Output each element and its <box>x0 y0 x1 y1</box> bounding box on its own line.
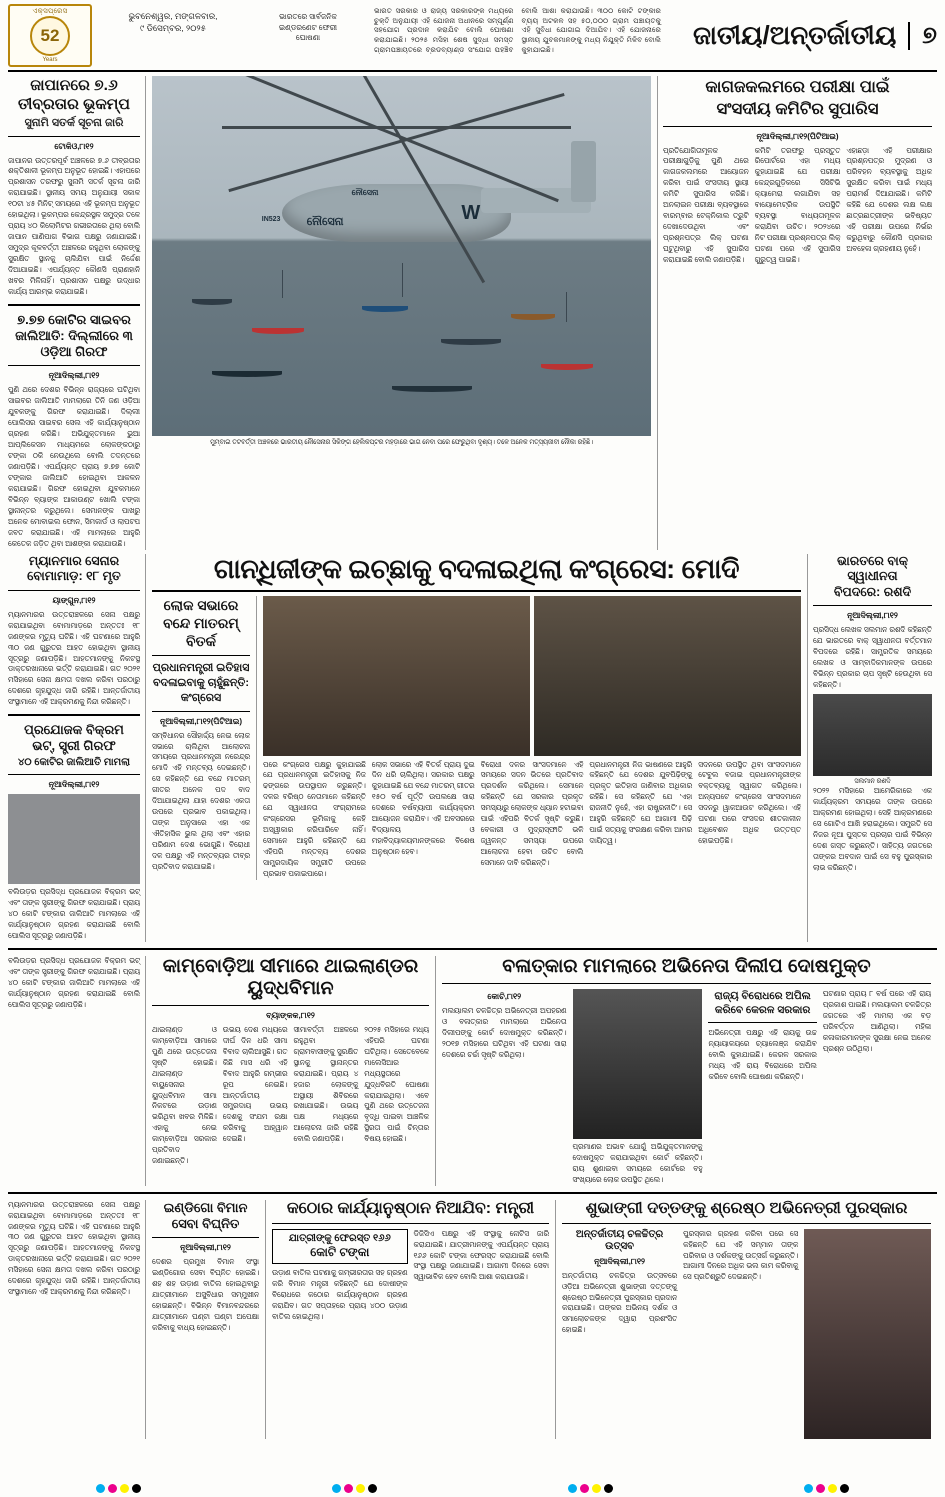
boat <box>212 371 282 377</box>
story2-body: ପୁଣି ଥରେ ଦେଶର ବିଭିନ୍ନ ରାଜ୍ୟରେ ଘଟିଥିବା ସାଇବର ଜାଲିଆତି ମାମଲାରେ ତିନି ଜଣ ଓଡ଼ିଆ ଯୁବକଙ୍କୁ ଗିରଫ କରାଯାଇଛି। ଦିଲ୍ଲୀ ପୋଲିସର ସାଇବର ସେଲ ଏହି କାର୍ଯ୍ୟାନୁଷ୍ଠାନ ଗ୍ରହଣ କରିଛି। ଅଭିଯୁକ୍ତମାନେ ଭୁଆ ଆପ୍ଲିକେସନ ମାଧ୍ୟମରେ ଲୋକଙ୍କଠାରୁ ଟଙ୍କା ଠକି ନେଉଥିଲେ ବୋଲି ତଦନ୍ତରେ ଜଣାପଡ଼ିଛି। ଏପର୍ଯ୍ୟନ୍ତ ପ୍ରାୟ ୭.୭୭ କୋଟି ଟଙ୍କାର ଜାଲିଆତି ହୋଇଥିବା ଆକଳନ କରାଯାଇଛି। ଗିରଫ ହୋଇଥିବା ଯୁବକମାନେ ବିଭିନ୍ନ ବ୍ୟାଙ୍କ ଆକାଉଣ୍ଟ ଖୋଲି ଟଙ୍କା ସ୍ଥାନାନ୍ତର କରୁଥିଲେ। ସେମାନଙ୍କ ପାଖରୁ ଅନେକ ମୋବାଇଲ ଫୋନ, ସିମକାର୍ଡ ଓ ଲାପଟପ ଜବତ କରାଯାଇଛି। ଏହି ମାମଲାରେ ଆହୁରି କେତେକ ଜଡ଼ିତ ଥିବା ଆଶଙ୍କା କରାଯାଉଛି। <box>8 385 140 548</box>
boat-mast <box>282 270 283 298</box>
story3-dateline: ୟାଙ୍ଗୁନ,୮ା୧୨ <box>52 595 96 605</box>
top-right-col-1: ପ୍ରତିଯୋଗିତାମୂଳକ ପରୀକ୍ଷାଗୁଡ଼ିକୁ ପୁଣି ଥରେ କାଗଜକଲମରେ ଆୟୋଜନ କରିବା ପାଇଁ ସଂସଦୀୟ ସ୍ଥାୟୀ କମିଟି ସୁପାରିସ କରିଛି। ଅନଲାଇନ ପରୀକ୍ଷା ବ୍ୟବସ୍ଥାରେ ବାରମ୍ବାର ଟେକ୍ନିକାଲ ତ୍ରୁଟି ଦେଖାଦେଉଥିବା ଏବଂ ପ୍ରଶ୍ନପତ୍ର ଲିକ୍ ଘଟଣା ଘଟୁଥିବାରୁ ଏହି ସୁପାରିସ କରାଯାଇଛି ବୋଲି ଜଣାପଡ଼ିଛି। <box>663 145 749 264</box>
story3-headline-line2: ବୋମାମାଡ଼: ୧୮ ମୃତ <box>27 569 121 584</box>
boat <box>192 299 232 305</box>
story4-dateline: ନୂଆଦିଲ୍ଲୀ,୮ା୧୨ <box>48 780 100 790</box>
cb-group-3 <box>568 1484 613 1493</box>
top-right-columns <box>663 146 932 266</box>
modi-sidebar <box>152 596 257 880</box>
story2-dateline: ନୂଆଦିଲ୍ଲୀ,୮ା୧୨ <box>48 371 100 381</box>
main-photo-block <box>146 76 657 550</box>
boat <box>252 328 304 334</box>
refund-box-line2: କୋଟି ଟଙ୍କା <box>310 1245 370 1260</box>
modi-story <box>146 554 807 942</box>
boat <box>511 314 555 320</box>
indigo-headline-line1: ଇଣ୍ଡିଗୋ ବିମାନ <box>163 1199 248 1215</box>
top-right-col-3: ଏହାଛଡ଼ା ଏହି ପରୀକ୍ଷାର ପ୍ରଶ୍ନପତ୍ର ମୁଦ୍ରଣ ଓ ପରିବହନ ବ୍ୟବସ୍ଥାକୁ ଅଧିକ ସୁରକ୍ଷିତ କରିବା ପାଇଁ ମଧ୍ୟ ପରାମର୍ଶ ଦିଆଯାଇଛି। କମିଟି କହିଛି ଯେ ଦେଶର ଲକ୍ଷ ଲକ୍ଷ ଛାତ୍ରଛାତ୍ରୀଙ୍କ ଭବିଷ୍ୟତ ଏହି ପରୀକ୍ଷା ଉପରେ ନିର୍ଭର କରୁଥିବାରୁ କୌଣସି ପ୍ରକାର ଅବହେଳା ଗ୍ରହଣୀୟ ନୁହେଁ। <box>846 145 933 253</box>
boat-mast <box>566 292 567 322</box>
cb-group-4 <box>804 1484 849 1493</box>
minister-box-col <box>272 1229 408 1323</box>
notice-line-1: ଭାରତରେ ସାର୍ବଜନିକ <box>279 12 337 21</box>
left-column-jump-text: ବଲିଉଡ଼ର ପ୍ରସିଦ୍ଧ ପ୍ରଯୋଜକ ବିକ୍ରମ ଭଟ୍ ଏବଂ ତାଙ୍କ ସ୍ତ୍ରୀଙ୍କୁ ଗିରଫ କରାଯାଇଛି। ପ୍ରାୟ ୪୦ କୋଟି ଟଙ୍କାର ଜାଲିଆତି ମାମଲାରେ ଏହି କାର୍ଯ୍ୟାନୁଷ୍ଠାନ ଗ୍ରହଣ କରାଯାଇଛି ବୋଲି ପୋଲିସ ସୂତ୍ରରୁ ଜଣାପଡ଼ିଛି। <box>8 955 140 1009</box>
top-right-headline-line2: ସଂସଦୀୟ କମିଟିର ସୁପାରିସ <box>716 100 879 119</box>
refund-box <box>272 1229 408 1265</box>
dileep-side-headline: ରାଜ୍ୟ ବିରୋଧରେ ଅପିଲ କରିବେ କେରଳ ସରକାର <box>714 989 811 1017</box>
subhangi-columns <box>562 1229 931 1439</box>
main-photo-caption: ମୁମ୍ବାଇ ତଟବର୍ତ୍ତୀ ଅଞ୍ଚଳରେ ଭାରତୀୟ ନୌସେନାର ସିକିଙ୍ଗ ହେଲିକପ୍ଟର ମହଡ଼ାରେ ଭାଗ ନେବା ପରେ ଫେରୁଥିବା ଦୃଶ୍ୟ। ତଳେ ଅନେକ ମତ୍ସ୍ୟଜୀବୀ ନୌକା ରହିଛି। <box>210 439 593 446</box>
parliament-photos <box>263 596 801 756</box>
dileep-col-2: ପ୍ରମାଣର ଅଭାବ ଯୋଗୁଁ ଅଭିଯୁକ୍ତମାନଙ୍କୁ ଦୋଷମୁକ୍ତ କରାଯାଇଥିବା କୋର୍ଟ କହିଛନ୍ତି। ରାୟ ଶୁଣାଇବା ସମୟରେ କୋର୍ଟରେ ବହୁ ସଂଖ୍ୟାରେ ଲୋକ ଉପସ୍ଥିତ ଥିଲେ। <box>572 1141 703 1184</box>
notice-title <box>248 4 368 67</box>
modi-parliament-photo <box>263 596 530 756</box>
modi-side-headline <box>152 596 250 651</box>
minister-story <box>266 1200 556 1439</box>
top-zone <box>8 76 937 550</box>
story3-headline <box>8 554 140 585</box>
top-right-col-2: କମିଟି ତରଫରୁ ପ୍ରସ୍ତୁତ ରିପୋର୍ଟରେ ଏହା ମଧ୍ୟ କୁହାଯାଇଛି ଯେ ପରୀକ୍ଷା କେନ୍ଦ୍ରଗୁଡ଼ିକରେ ସିସିଟିଭି କ୍ୟାମେରା ଲଗାଯିବା ସହ ବାୟୋମେଟ୍ରିକ ଉପସ୍ଥିତି ବ୍ୟବସ୍ଥା ବାଧ୍ୟତାମୂଳକ କରାଯିବା ଉଚିତ। ୨୦୨୪ରେ ନିଟ ପରୀକ୍ଷା ପ୍ରଶ୍ନପତ୍ର ଲିକ୍ ଘଟଣା ପରେ ଏହି ସୁପାରିସ ଗୁରୁତ୍ୱ ପାଇଛି। <box>754 145 841 264</box>
helicopter-text-top: ନୌସେନା <box>351 187 379 197</box>
subhangi-col-1: ଅନ୍ତର୍ଜାତୀୟ ଚଳଚ୍ଚିତ୍ର ଉତ୍ସବରେ ଓଡ଼ିଆ ଅଭିନେତ୍ରୀ ଶୁଭାଙ୍ଗୀ ଦତ୍ତଙ୍କୁ ଶ୍ରେଷ୍ଠ ଅଭିନେତ୍ରୀ ପୁରସ୍କାର ପ୍ରଦାନ କରାଯାଇଛି। ତାଙ୍କର ଅଭିନୟ ଦର୍ଶକ ଓ ସମାଲୋଚକଙ୍କ ଦ୍ୱାରା ପ୍ରଶଂସିତ ହୋଇଛି। <box>562 1270 678 1335</box>
page-number: ୭ <box>908 22 937 50</box>
cambodia-col-4: ୨୦୨୫ ମସିହାରେ ମଧ୍ୟ ଏହିପରି ଘଟଣା ଘଟିଥିଲା। ସେତେବେଳେ ମାଲେସିଆର ମଧ୍ୟସ୍ଥତାରେ ଯୁଦ୍ଧବିରତି ଘୋଷଣା କରାଯାଇଥିଲା। ଏବେ ପୁଣି ଥରେ ଉତ୍ତେଜନା ବୃଦ୍ଧି ପାଇବା ଆଞ୍ଚଳିକ ସ୍ଥିରତା ପାଇଁ ଚିନ୍ତାର ବିଷୟ ହୋଇଛି। <box>364 1024 429 1144</box>
dileep-col-4: ଘଟଣାର ପ୍ରାୟ ୮ ବର୍ଷ ପରେ ଏହି ରାୟ ପ୍ରକାଶ ପାଇଛି। ମଲୟାଲମ ଚଳଚ୍ଚିତ୍ର ଜଗତରେ ଏହି ମାମଲା ଏକ ବଡ଼ ପରିବର୍ତ୍ତନ ଆଣିଥିଲା। ମହିଳା କଳାକାରମାନଙ୍କ ସୁରକ୍ଷା ନେଇ ଅନେକ ପ୍ରଶ୍ନ ଉଠିଥିଲା। <box>822 988 932 1053</box>
subhangi-photo-wrap <box>804 1229 931 1439</box>
rushdie-body-2: ୨୦୨୨ ମସିହାରେ ଆମେରିକାରେ ଏକ କାର୍ଯ୍ୟକ୍ରମ ସମୟରେ ତାଙ୍କ ଉପରେ ଆକ୍ରମଣ ହୋଇଥିଲା। ସେହି ଆକ୍ରମଣରେ ସେ ଗୋଟିଏ ଆଖି ହରାଇଥିଲେ। ସମ୍ପ୍ରତି ସେ ନିଜର ନୂଆ ପୁସ୍ତକ ପ୍ରଚାର ପାଇଁ ବିଭିନ୍ନ ଦେଶ ଗସ୍ତ କରୁଛନ୍ତି। ସାହିତ୍ୟ ଜଗତରେ ତାଙ୍କର ଅବଦାନ ପାଇଁ ସେ ବହୁ ପୁରସ୍କାର ଲାଭ କରିଛନ୍ତି। <box>813 786 932 872</box>
story2-headline-line1: ୭.୭୭ କୋଟିର ସାଇବର <box>17 311 131 327</box>
story1-dateline: ଟୋକିଓ,୮ା୧୨ <box>54 141 94 151</box>
dileep-columns <box>442 989 931 1186</box>
indigo-body: ଦେଶର ପ୍ରମୁଖ ବିମାନ ସଂସ୍ଥା ଇଣ୍ଡିଗୋର ସେବା ବିଘ୍ନିତ ହୋଇଛି। ଶହ ଶହ ଉଡ଼ାଣ ବାତିଲ ହୋଇଥିବାରୁ ଯାତ୍ରୀମାନେ ଅସୁବିଧାର ସମ୍ମୁଖୀନ ହୋଇଛନ୍ତି। ବିଭିନ୍ନ ବିମାନବନ୍ଦରରେ ଯାତ୍ରୀମାନେ ଘଣ୍ଟା ଘଣ୍ଟା ଅପେକ୍ଷା କରିବାକୁ ବାଧ୍ୟ ହୋଇଛନ୍ତି। <box>152 1257 259 1332</box>
modi-photos-row <box>152 596 801 880</box>
rushdie-block <box>807 554 937 942</box>
bottom-left-jump: ମ୍ୟାନମାରର ଉତ୍ତରାଞ୍ଚଳରେ ସେନା ପକ୍ଷରୁ କରାଯାଇଥିବା ବୋମାମାଡ଼ରେ ଅନ୍ତତଃ ୧୮ ଜଣଙ୍କର ମୃତ୍ୟୁ ଘଟିଛି। ଏହି ଘଟଣାରେ ଆହୁରି ୩୦ ଜଣ ଗୁରୁତର ଆହତ ହୋଇଥିବା ସ୍ଥାନୀୟ ସୂତ୍ରରୁ ଜଣାପଡ଼ିଛି। ଆହତମାନଙ୍କୁ ନିକଟସ୍ଥ ଡାକ୍ତରଖାନାରେ ଭର୍ତ୍ତି କରାଯାଇଛି। ଗତ ୨୦୨୧ ମସିହାରେ ସେନା କ୍ଷମତା ଦଖଲ କରିବା ପରଠାରୁ ଦେଶରେ ଗୃହଯୁଦ୍ଧ ଜାରି ରହିଛି। ଆନ୍ତର୍ଜାତୀୟ ସଂସ୍ଥାମାନେ ଏହି ଆକ୍ରମଣକୁ ନିନ୍ଦା କରିଛନ୍ତି। <box>8 1199 140 1297</box>
modi-side-line1: ଲୋକ ସଭାରେ <box>163 596 239 613</box>
rushdie-dateline: ନୂଆଦିଲ୍ଲୀ,୮ା୧୨ <box>847 611 898 621</box>
left-column-mid <box>8 554 146 942</box>
subhangi-text-col <box>562 1229 677 1439</box>
masthead-blurb: ଭାରତ ସରକାର ଓ ରାଜ୍ୟ ସରକାରଙ୍କ ମଧ୍ୟରେ ଚୁକ୍ତି ଅନୁଯାୟୀ ଏହି ଯୋଜନା ଅଧୀନରେ ସମ୍ପୂର୍ଣ୍ଣ ସହଯୋଗ ପ୍ରଦାନ କରାଯିବ ବୋଲି ଘୋଷଣା କରାଯାଇଛି। ୨୦୨୫ ମସିହା ଶେଷ ସୁଦ୍ଧା ସମସ୍ତ ଗ୍ରାମପଞ୍ଚାୟତରେ ବ୍ରଡବ୍ୟାଣ୍ଡ ସଂଯୋଗ ପହଞ୍ଚିବ ବୋଲି ଆଶା କରାଯାଉଛି। ୩୦୦ କୋଟି ଟଙ୍କାର ବ୍ୟୟ ଅଟକଳ ସହ ୫୦,୦୦୦ ଗ୍ରାମ ପଞ୍ଚାୟତକୁ ଏହି ସୁବିଧା ଯୋଗାଇ ଦିଆଯିବ। ଏହି ଯୋଜନାରେ ସ୍ଥାନୀୟ ଯୁବକମାନଙ୍କୁ ମଧ୍ୟ ନିଯୁକ୍ତି ମିଳିବ ବୋଲି କୁହାଯାଇଛି। <box>374 6 661 54</box>
bottom-left-col <box>8 1200 146 1439</box>
cambodia-story <box>146 956 436 1186</box>
dileep-dateline: କୋଚି,୮ା୧୨ <box>487 991 522 1001</box>
section-header <box>667 4 937 67</box>
boat <box>441 339 501 345</box>
rushdie-headline <box>813 554 932 601</box>
cambodia-col-1: ଥାଇଲାଣ୍ଡ ଓ କାମ୍ବୋଡ଼ିଆ ସୀମାରେ ପୁଣି ଥରେ ଉତ୍ତେଜନା ସୃଷ୍ଟି ହୋଇଛି। ଥାଇଲାଣ୍ଡ ବାୟୁସେନାର ୟୁଦ୍ଧବିମାନ ସୀମା ନିକଟରେ ଉଡ଼ାଣ ଭରିଥିବା ଖବର ମିଳିଛି। ଏହାକୁ ନେଇ କାମ୍ବୋଡ଼ିଆ ସରକାର ପ୍ରତିବାଦ ଜଣାଇଛନ୍ତି। <box>152 1024 217 1166</box>
modi-zone <box>8 554 937 942</box>
cambodia-columns <box>152 1025 429 1167</box>
dileep-banner: ବଳାତ୍କାର ମାମଲାରେ ଅଭିନେତା ଦିଲୀପ ଦୋଷମୁକ୍ତ <box>502 955 871 977</box>
minister-banner: କଠୋର କାର୍ଯ୍ୟାନୁଷ୍ଠାନ ନିଆଯିବ: ମନ୍ତ୍ରୀ <box>286 1199 535 1217</box>
rotor-blade-3 <box>228 93 565 192</box>
notice-line-2: ଇଣ୍ଡରଣେଟ ଫେରୀ <box>278 22 338 32</box>
dileep-lastcol <box>823 989 931 1186</box>
logo-top-text: ଏକ୍ସପ୍ରେସ <box>32 8 68 15</box>
edition-dateline <box>98 4 248 67</box>
modi-side-dateline: ନୂଆଦିଲ୍ଲୀ,୮ା୧୨(ପିଟିଆଇ) <box>159 716 243 726</box>
cb-group-2 <box>332 1484 377 1493</box>
modi-col-5: ସଦନରେ ଉପସ୍ଥିତ ଥିବା ସାଂସଦମାନେ ଟେବୁଲ ବଜାଇ ପ୍ରଧାନମନ୍ତ୍ରୀଙ୍କ ବକ୍ତବ୍ୟକୁ ସ୍ୱାଗତ କରିଥିଲେ। ଅନ୍ୟପଟେ କଂଗ୍ରେସ ସାଂସଦମାନେ ସଦନରୁ ୱାକଆଉଟ କରିଥିଲେ। ଏହି ଘଟଣା ପରେ ସଂସଦର ଶୀତକାଳୀନ ଅଧିବେଶନ ଅଧିକ ଉତ୍ତପ୍ତ ହୋଇପଡ଼ିଛି। <box>698 759 801 846</box>
mid-zone <box>8 956 937 1186</box>
boat <box>392 386 472 392</box>
edition-place: ଭୁବନେଶ୍ୱର, ମଙ୍ଗଳବାର, <box>128 11 218 21</box>
subhangi-story <box>556 1200 937 1439</box>
helicopter-fin <box>571 141 596 202</box>
anniversary-number: 52 <box>40 26 60 45</box>
vikram-bhatt-photo <box>8 794 140 884</box>
modi-side-line3: ବିତର୍କ <box>186 632 216 649</box>
modi-side-subhead: ପ୍ରଧାନମନ୍ତ୍ରୀ ଇତିହାସ ବଦଳାଇବାକୁ ଚାହୁଁଛନ୍ତି: କଂଗ୍ରେସ <box>152 662 250 704</box>
story1-headline-line1: ଜାପାନରେ ୭.୬ <box>30 77 118 94</box>
top-right-headline <box>663 76 932 121</box>
anniversary-badge <box>30 16 70 56</box>
modi-col-1: ପରେ କଂଗ୍ରେସ ପକ୍ଷରୁ କୁହାଯାଇଛି ଯେ ପ୍ରଧାନମନ୍ତ୍ରୀ ଇତିହାସକୁ ନିଜ ଢଙ୍ଗରେ ଉପସ୍ଥାପନ କରୁଛନ୍ତି। ଦଳର ବରିଷ୍ଠ ନେତାମାନେ କହିଛନ୍ତି ଯେ ସ୍ୱାଧୀନତା ସଂଗ୍ରାମରେ କଂଗ୍ରେସର ଭୂମିକାକୁ କେହି ଅସ୍ୱୀକାର କରିପାରିବେ ନାହିଁ। ସେମାନେ ଆହୁରି କହିଛନ୍ତି ଯେ ଏହିପରି ମନ୍ତବ୍ୟ ଦେଶର ସାମ୍ପ୍ରଦାୟିକ ସମ୍ପ୍ରୀତି ଉପରେ ପ୍ରଭାବ ପକାଇପାରେ। <box>263 759 366 878</box>
rushdie-body-1: ପ୍ରସିଦ୍ଧ ଲେଖକ ସଲମାନ ରଶଦି କହିଛନ୍ତି ଯେ ଭାରତରେ ବାକ୍ ସ୍ୱାଧୀନତା ବର୍ତ୍ତମାନ ବିପଦରେ ରହିଛି। ସାମ୍ପ୍ରତିକ ସମୟରେ ଲେଖକ ଓ ସାମ୍ବାଦିକମାନଙ୍କ ଉପରେ ବିଭିନ୍ନ ପ୍ରକାର ଚାପ ସୃଷ୍ଟି ହେଉଥିବା ସେ କହିଛନ୍ତି। <box>813 625 932 690</box>
modi-col-2: ଲୋକ ସଭାରେ ଏହି ବିତର୍କ ପ୍ରାୟ ଦୁଇ ଦିନ ଧରି ଚାଲିଥିଲା। ସରକାର ପକ୍ଷରୁ କୁହାଯାଇଛି ଯେ ବନ୍ଦେ ମାତରମ୍ ଗୀତର ୧୫୦ ବର୍ଷ ପୂର୍ତ୍ତି ଉପଲକ୍ଷେ ସାରା ଦେଶରେ ବର୍ଷବ୍ୟାପୀ କାର୍ଯ୍ୟକ୍ରମ ଆୟୋଜନ କରାଯିବ। ଏହି ଅବସରରେ ବିଦ୍ୟାଳୟ ଓ ମହାବିଦ୍ୟାଳୟମାନଙ୍କରେ ବିଶେଷ ଅନୁଷ୍ଠାନ ହେବ। <box>371 759 475 856</box>
top-right-dateline: ନୂଆଦିଲ୍ଲୀ,୮ା୧୨(ପିଟିଆଇ) <box>756 131 839 141</box>
masthead <box>8 4 937 72</box>
boat-mast <box>402 263 403 297</box>
indigo-story <box>146 1200 266 1439</box>
subhangi-banner: ଶୁଭାଙ୍ଗୀ ଦତ୍ତଙ୍କୁ ଶ୍ରେଷ୍ଠ ଅଭିନେତ୍ରୀ ପୁରସ୍କାର <box>585 1199 908 1217</box>
newspaper-logo <box>8 4 92 67</box>
indigo-headline-line2: ସେବା ବିଘ୍ନିତ <box>171 1215 240 1231</box>
rushdie-headline-line2: ବିପଦରେ: ରଶଦି <box>833 584 912 599</box>
dileep-col-1: ମଲୟାଲମ ଚଳଚ୍ଚିତ୍ର ଅଭିନେତ୍ରୀ ଅପହରଣ ଓ ବଳାତ୍କାର ମାମଲାରେ ଅଭିନେତା ଦିଲୀପଙ୍କୁ କୋର୍ଟ ଦୋଷମୁକ୍ତ କରିଛନ୍ତି। ୨୦୧୭ ମସିହାରେ ଘଟିଥିବା ଏହି ଘଟଣା ସାରା ଦେଶରେ ଚର୍ଚ୍ଚା ସୃଷ୍ଟି କରିଥିଲା। <box>442 1005 567 1059</box>
story4-body: ବଲିଉଡ଼ର ପ୍ରସିଦ୍ଧ ପ୍ରଯୋଜକ ବିକ୍ରମ ଭଟ୍ ଏବଂ ତାଙ୍କ ସ୍ତ୍ରୀଙ୍କୁ ଗିରଫ କରାଯାଇଛି। ପ୍ରାୟ ୪୦ କୋଟି ଟଙ୍କାର ଜାଲିଆତି ମାମଲାରେ ଏହି କାର୍ଯ୍ୟାନୁଷ୍ଠାନ ଗ୍ରହଣ କରାଯାଇଛି ବୋଲି ପୋଲିସ ସୂତ୍ରରୁ ଜଣାପଡ଼ିଛି। <box>8 887 140 940</box>
edition-date: ୯ ଡିସେମ୍ବର, ୨୦୨୫ <box>140 23 206 34</box>
modi-banner-headline: ଗାନ୍ଧିଜୀଙ୍କ ଇଚ୍ଛାକୁ ବଦଳାଇଥିଲା କଂଗ୍ରେସ: ମୋଦି <box>213 553 740 584</box>
subhangi-dateline: ନୂଆଦିଲ୍ଲୀ,୮ା୧୨ <box>594 1256 645 1266</box>
modi-side-line2: ବନ୍ଦେ ମାତରମ୍ <box>163 614 239 631</box>
story1-subhead: ସୁନାମି ସତର୍କ ସୂଚନା ଜାରି <box>24 116 124 129</box>
story2-headline <box>8 312 140 361</box>
modi-col-4: ପ୍ରଧାନମନ୍ତ୍ରୀ ନିଜ ଭାଷଣରେ ଆହୁରି କହିଛନ୍ତି ଯେ ଦେଶର ଯୁବପିଢ଼ିଙ୍କୁ ପ୍ରକୃତ ଇତିହାସ ଜାଣିବାର ଅଧିକାର ରହିଛି। ସେ କହିଛନ୍ତି ଯେ 'ଏହା ରାଜନୀତି ନୁହେଁ, ଏହା ରାଷ୍ଟ୍ରନୀତି'। ସେ ଆହୁରି କହିଛନ୍ତି ଯେ ଆଗାମୀ ପିଢ଼ି ପାଇଁ ସତ୍ୟକୁ ସଂରକ୍ଷଣ କରିବା ଆମର ଦାୟିତ୍ୱ। <box>589 759 693 846</box>
minister-col-1: ଉଡ଼ାଣ ବାତିଲ ଘଟଣାକୁ ଗମ୍ଭୀରତାର ସହ ଗ୍ରହଣ କରି ବିମାନ ମନ୍ତ୍ରୀ କହିଛନ୍ତି ଯେ ଦୋଷୀଙ୍କ ବିରୋଧରେ କଠୋର କାର୍ଯ୍ୟାନୁଷ୍ଠାନ ଗ୍ରହଣ କରାଯିବ। ଗତ ସପ୍ତାହରେ ପ୍ରାୟ ୪୦୦ ଉଡ଼ାଣ ବାତିଲ ହୋଇଥିଲା। <box>272 1268 408 1321</box>
rushdie-headline-line1: ଭାରତରେ ବାକ୍ ସ୍ୱାଧୀନତା <box>837 553 908 584</box>
anniversary-years: Years <box>42 57 58 63</box>
cambodia-dateline: ବ୍ୟାଙ୍କକ,୮ା୧୨ <box>266 1010 315 1020</box>
story4-headline <box>8 722 140 755</box>
dileep-photo-wrap <box>573 989 703 1186</box>
story1-headline-line2: ତୀବ୍ରତାର ଭୂକମ୍ପ <box>18 96 130 114</box>
left-column-top <box>8 76 146 550</box>
minister-col-2: ଡିଜିସିଏ ପକ୍ଷରୁ ଏହି ସଂସ୍ଥାକୁ ନୋଟିସ ଜାରି କରାଯାଇଛି। ଯାତ୍ରୀମାନଙ୍କୁ ଏପର୍ଯ୍ୟନ୍ତ ପ୍ରାୟ ୧୬୬ କୋଟି ଟଙ୍କା ଫେରସ୍ତ କରାଯାଇଛି ବୋଲି ସଂସ୍ଥା ପକ୍ଷରୁ ଜଣାଯାଇଛି। ଆଗାମୀ ଦିନରେ ସେବା ସ୍ୱାଭାବିକ ହେବ ବୋଲି ଆଶା କରାଯାଉଛି। <box>413 1228 549 1282</box>
subhangi-subhead: ଅନ୍ତର୍ଜାତୀୟ ଚଳଚ୍ଚିତ୍ର ଉତ୍ସବ <box>575 1228 664 1253</box>
helicopter-text-side: ନୌସେନା <box>306 216 344 229</box>
modi-side-body: ସମ୍ବିଧାନର ସୌହାର୍ଦ୍ଦ୍ୟ ନେଇ ଲୋକ ସଭାରେ ଚାଲିଥିବା ଆଲୋଚନା ସମୟରେ ପ୍ରଧାନମନ୍ତ୍ରୀ ନରେନ୍ଦ୍ର ମୋଦି ଏହି ମନ୍ତବ୍ୟ ଦେଇଛନ୍ତି। ସେ କହିଛନ୍ତି ଯେ ବନ୍ଦେ ମାତରମ୍ ଗୀତର ଅନେକ ପଦ ବାଦ ଦିଆଯାଇଥିଲା ଯାହା ଦେଶର ଏକତା ଉପରେ ପ୍ରଭାବ ପକାଇଥିଲା। ତାଙ୍କ ଅନୁସାରେ ଏହା ଏକ ଐତିହାସିକ ଭୁଲ ଥିଲା ଏବଂ ଏହାର ପରିଣାମ ଦେଶ ଭୋଗୁଛି। ବିରୋଧୀ ଦଳ ପକ୍ଷରୁ ଏହି ମନ୍ତବ୍ୟର ତୀବ୍ର ପ୍ରତିବାଦ କରାଯାଇଛି। <box>152 730 250 871</box>
story3-body: ମ୍ୟାନମାରର ଉତ୍ତରାଞ୍ଚଳରେ ସେନା ପକ୍ଷରୁ କରାଯାଇଥିବା ବୋମାମାଡ଼ରେ ଅନ୍ତତଃ ୧୮ ଜଣଙ୍କର ମୃତ୍ୟୁ ଘଟିଛି। ଏହି ଘଟଣାରେ ଆହୁରି ୩୦ ଜଣ ଗୁରୁତର ଆହତ ହୋଇଥିବା ସ୍ଥାନୀୟ ସୂତ୍ରରୁ ଜଣାପଡ଼ିଛି। ଆହତମାନଙ୍କୁ ନିକଟସ୍ଥ ଡାକ୍ତରଖାନାରେ ଭର୍ତ୍ତି କରାଯାଇଛି। ଗତ ୨୦୨୧ ମସିହାରେ ସେନା କ୍ଷମତା ଦଖଲ କରିବା ପରଠାରୁ ଦେଶରେ ଗୃହଯୁଦ୍ଧ ଜାରି ରହିଛି। ଆନ୍ତର୍ଜାତୀୟ ସଂସ୍ଥାମାନେ ଏହି ଆକ୍ରମଣକୁ ନିନ୍ଦା କରିଛନ୍ତି। <box>8 609 140 707</box>
section-title: ଜାତୀୟ/ଅନ୍ତର୍ଜାତୀୟ <box>693 19 897 50</box>
cambodia-banner: କାମ୍ବୋଡ଼ିଆ ସୀମାରେ ଥାଇଲାଣ୍ଡର ୟୁଦ୍ଧବିମାନ <box>162 955 419 999</box>
cambodia-col-2: ଉଭୟ ଦେଶ ମଧ୍ୟରେ ଦୀର୍ଘ ଦିନ ଧରି ସୀମା ବିବାଦ ଚାଲିଆସୁଛି। ଗତ କିଛି ମାସ ଧରି ଏହି ବିବାଦ ଆହୁରି ଗମ୍ଭୀର ରୂପ ନେଇଛି। ଆନ୍ତର୍ଜାତୀୟ ସମ୍ପ୍ରଦାୟ ଉଭୟ ଦେଶକୁ ସଂଯମ ରକ୍ଷା କରିବାକୁ ଆହ୍ୱାନ ଦେଇଛି। <box>222 1024 288 1144</box>
rushdie-photo <box>813 694 932 776</box>
story1-headline <box>8 76 140 115</box>
helicopter-photo <box>152 76 651 436</box>
dileep-sidecol <box>708 989 816 1186</box>
story2-headline-line2: ଜାଲିଆତି: ଦିଲ୍ଲୀରେ ୩ <box>15 327 133 343</box>
story4-headline-line1: ପ୍ରଯୋଜକ ବିକ୍ରମ <box>24 722 124 738</box>
story1-body: ଜାପାନର ଉତ୍ତରପୂର୍ବ ଅଞ୍ଚଳରେ ୭.୬ ତୀବ୍ରତାର ଶକ୍ତିଶାଳୀ ଭୂକମ୍ପ ଅନୁଭୂତ ହୋଇଛି। ଏହାପରେ ପ୍ରଶାସନ ତରଫରୁ ସୁନାମି ସତର୍କ ସୂଚନା ଜାରି କରାଯାଇଛି। ସ୍ଥାନୀୟ ସମୟ ଅନୁଯାୟୀ ସକାଳ ୧୦ଟା ୪୫ ମିନିଟ୍ ସମୟରେ ଏହି ଭୂକମ୍ପ ଅନୁଭୂତ ହୋଇଥିଲା। ଭୂକମ୍ପର କେନ୍ଦ୍ରସ୍ଥଳ ସମୁଦ୍ର ତଳେ ପ୍ରାୟ ୪୦ କିଲୋମିଟର ଗଭୀରତାରେ ଥିଲା ବୋଲି ଜାପାନ ପାଣିପାଗ ବିଭାଗ ପକ୍ଷରୁ ଜଣାଯାଇଛି। ସମୁଦ୍ର କୂଳବର୍ତ୍ତୀ ଅଞ୍ଚଳରେ ରହୁଥିବା ଲୋକଙ୍କୁ ସୁରକ୍ଷିତ ସ୍ଥାନକୁ ଚାଲିଯିବା ପାଇଁ ନିର୍ଦ୍ଦେଶ ଦିଆଯାଇଛି। ଏପର୍ଯ୍ୟନ୍ତ କୌଣସି ପ୍ରାଣହାନି ଖବର ମିଳିନାହିଁ। ପ୍ରଶାସନ ପକ୍ଷରୁ ଉଦ୍ଧାର କାର୍ଯ୍ୟ ଆରମ୍ଭ କରାଯାଇଛି। <box>8 155 140 296</box>
dileep-col-3: ଅଭିନେତ୍ରୀ ପକ୍ଷରୁ ଏହି ରାୟକୁ ଉଚ୍ଚ ନ୍ୟାୟାଳୟରେ ଚ୍ୟାଲେଞ୍ଜ କରାଯିବ ବୋଲି କୁହାଯାଇଛି। କେରଳ ସରକାର ମଧ୍ୟ ଏହି ରାୟ ବିରୋଧରେ ଅପିଲ କରିବେ ବୋଲି ଘୋଷଣା କରିଛନ୍ତି। <box>708 1028 817 1081</box>
indigo-dateline: ନୂଆଦିଲ୍ଲୀ,୮ା୧୨ <box>180 1243 231 1253</box>
rotor-blade-4 <box>308 76 485 284</box>
story4-headline-line2: ଭଟ୍, ସ୍ତ୍ରୀ ଗିରଫ <box>32 738 116 754</box>
opposition-parliament-photo <box>534 596 801 756</box>
story3-headline-line1: ମ୍ୟାନମାର ସେନାର <box>28 553 120 568</box>
left-column-bottom <box>8 956 146 1186</box>
modi-text-columns <box>263 760 801 880</box>
dileep-photo <box>573 989 703 1139</box>
minister-columns <box>272 1229 549 1323</box>
refund-box-line1: ଯାତ୍ରୀଙ୍କୁ ଫେରସ୍ତ ୧୬୬ <box>288 1232 391 1244</box>
dileep-left <box>442 989 567 1186</box>
boat <box>362 306 408 312</box>
top-right-block <box>657 76 937 550</box>
bottom-zone <box>8 1200 937 1439</box>
rushdie-photo-caption: ସଲମାନ ରଶଦି <box>854 778 891 785</box>
subhangi-col-2: ପୁରସ୍କାର ଗ୍ରହଣ କରିବା ପରେ ସେ କହିଛନ୍ତି ଯେ ଏହି ସମ୍ମାନ ତାଙ୍କ ପରିବାର ଓ ଦର୍ଶକଙ୍କୁ ଉତ୍ସର୍ଗ କରୁଛନ୍ତି। ଆଗାମୀ ଦିନରେ ଅଧିକ ଭଲ କାମ କରିବାକୁ ସେ ପ୍ରତିଶ୍ରୁତି ଦେଇଛନ୍ତି। <box>683 1228 799 1282</box>
indigo-headline <box>152 1200 259 1233</box>
modi-main <box>257 596 801 880</box>
dileep-story <box>436 956 937 1186</box>
subhangi-photo <box>804 1229 931 1439</box>
color-registration-bar <box>0 1484 945 1493</box>
notice-line-3: ଘୋଷଣା <box>295 33 321 42</box>
story4-subhead: ୪୦ କୋଟିର ଜାଲିଆତି ମାମଲା <box>18 756 130 768</box>
boat <box>541 364 593 370</box>
cambodia-col-3: ସୀମାବର୍ତ୍ତୀ ଅଞ୍ଚଳରେ ରହୁଥିବା ଗ୍ରାମବାସୀଙ୍କୁ ସୁରକ୍ଷିତ ସ୍ଥାନକୁ ସ୍ଥାନାନ୍ତର କରାଯାଇଛି। ପ୍ରାୟ ୪ ହଜାର ଲୋକଙ୍କୁ ଅସ୍ଥାୟୀ ଶିବିରରେ ରଖାଯାଇଛି। ଉଭୟ ପକ୍ଷ ମଧ୍ୟରେ ଆଲୋଚନା ଜାରି ରହିଛି ବୋଲି ଜଣାପଡ଼ିଛି। <box>293 1024 359 1144</box>
helicopter-registration: IN523 <box>261 216 281 224</box>
top-right-headline-line1: କାଗଜକଲମରେ ପରୀକ୍ଷା ପାଇଁ <box>705 78 890 96</box>
helicopter-letter: W <box>461 202 481 224</box>
modi-col-3: ବିରୋଧୀ ଦଳର ସାଂସଦମାନେ ଏହି ସମୟରେ ସଦନ ଭିତରେ ପ୍ରତିବାଦ ପ୍ରଦର୍ଶନ କରିଥିଲେ। ସେମାନେ କହିଛନ୍ତି ଯେ ସରକାର ପ୍ରକୃତ ସମସ୍ୟାରୁ ଲୋକଙ୍କ ଧ୍ୟାନ ହଟାଇବା ପାଇଁ ଏହିପରି ବିତର୍କ ସୃଷ୍ଟି କରୁଛି। ବେକାରୀ ଓ ମୁଦ୍ରାସ୍ଫୀତି ଭଳି ଜ୍ୱଳନ୍ତ ସମସ୍ୟା ଉପରେ ଆଲୋଚନା ହେବା ଉଚିତ ବୋଲି ସେମାନେ ଦାବି କରିଛନ୍ତି। <box>480 759 584 867</box>
story2-headline-line3: ଓଡ଼ିଆ ଗିରଫ <box>40 344 108 360</box>
cb-group-1 <box>96 1484 141 1493</box>
